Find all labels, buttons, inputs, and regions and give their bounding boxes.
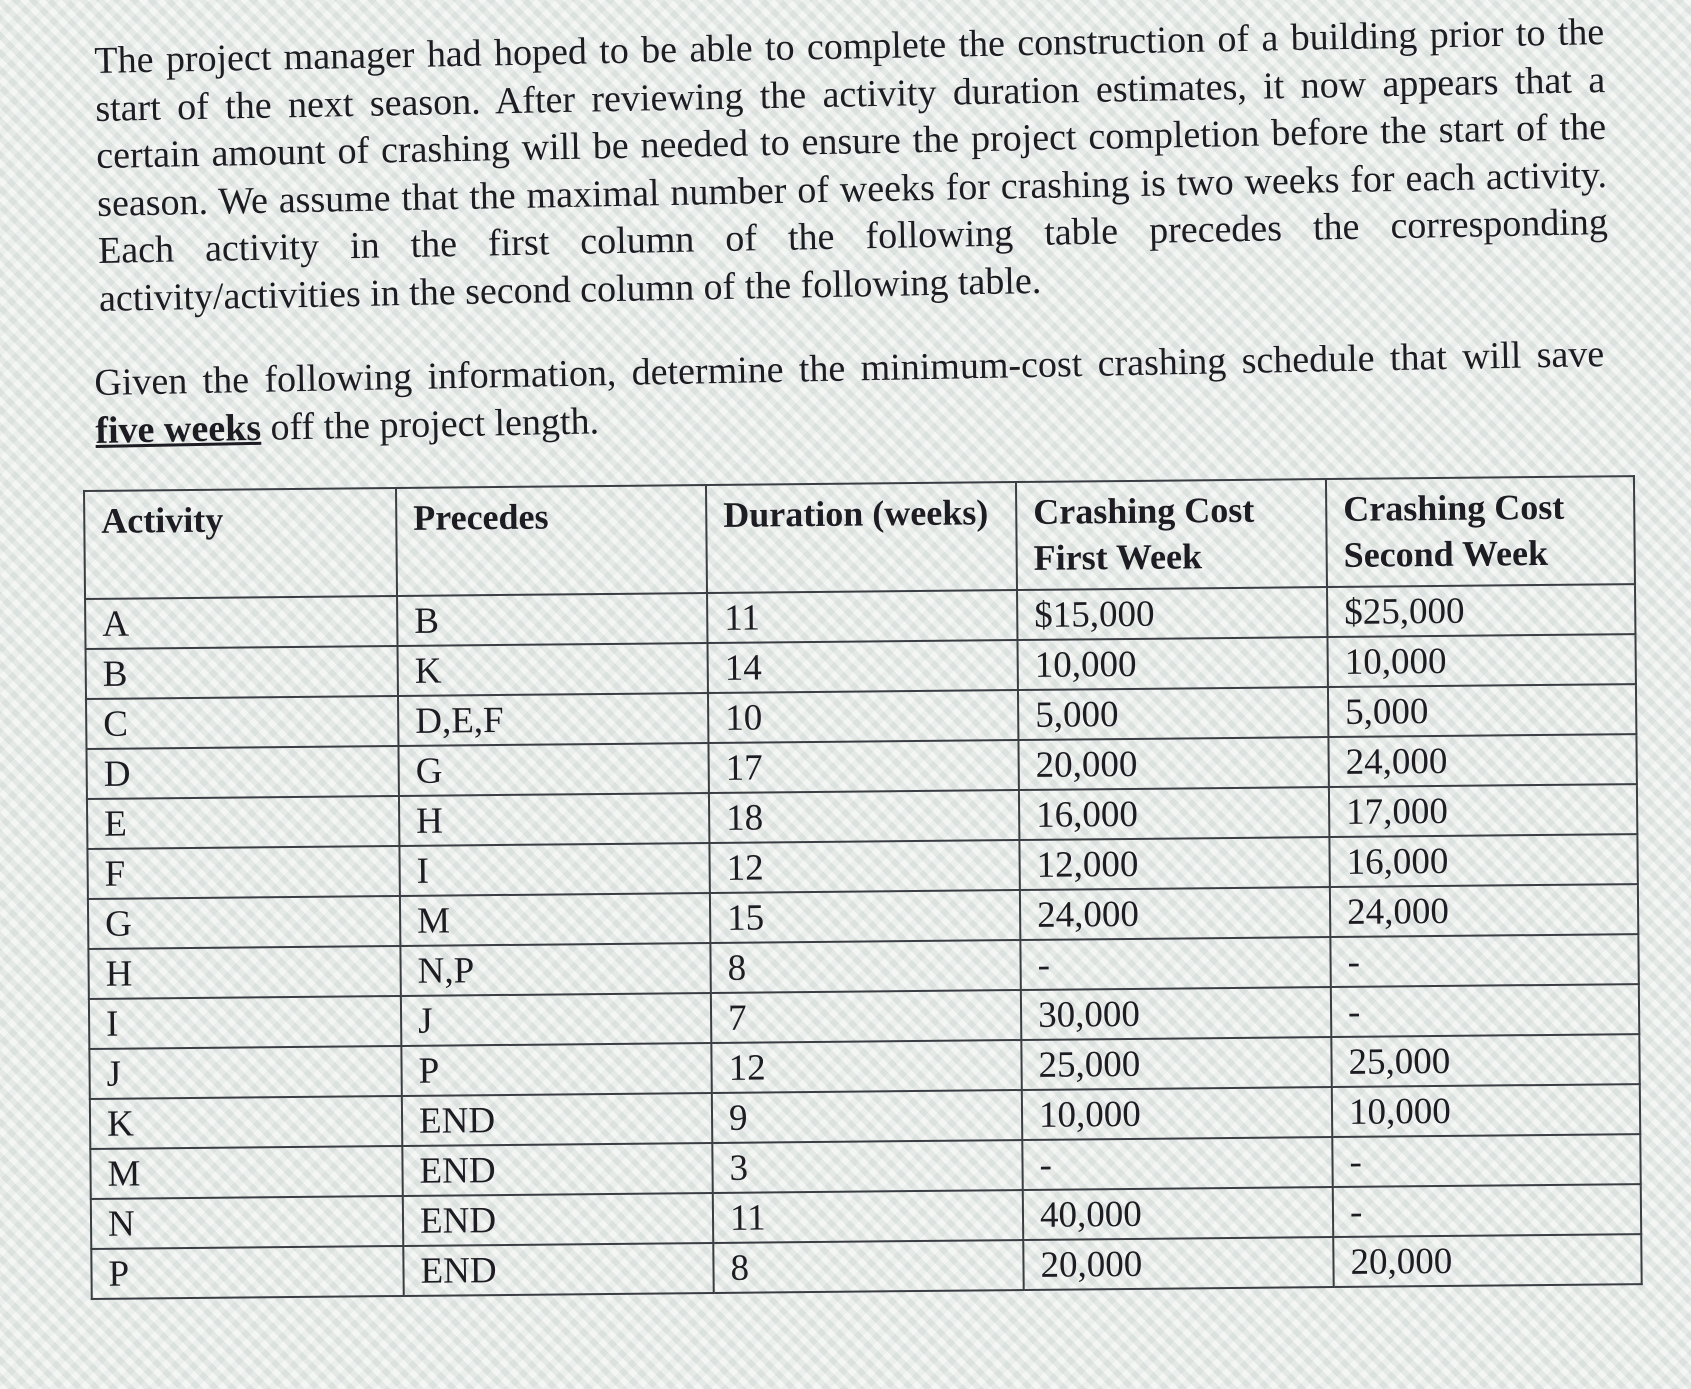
cell-activity: C: [86, 696, 398, 749]
cell-precedes: B: [397, 593, 707, 646]
cell-crash-first-week: $15,000: [1017, 587, 1327, 640]
cell-precedes: J: [401, 993, 711, 1046]
cell-activity: N: [91, 1196, 403, 1249]
cell-precedes: M: [400, 893, 710, 946]
cell-activity: J: [89, 1046, 401, 1099]
cell-precedes: N,P: [400, 943, 710, 996]
table-header-row: [84, 476, 1635, 599]
cell-crash-first-week: -: [1022, 1137, 1332, 1190]
problem-paragraph-1: The project manager had hoped to be able to complete the construction of a building prior to the start of the next season. After reviewing the activity duration estimates, it now appears that a certain amount of crashing will be needed to ensure the project completion before the start of the season. We assume that the maximal number of weeks for crashing is two weeks for each activity. Each activity in the first column of the following table precedes the corresponding activity/activities in the second column of the following table.: [94, 11, 1609, 320]
cell-crash-second-week: 10,000: [1327, 634, 1635, 687]
cell-precedes: END: [402, 1093, 712, 1146]
cell-crash-second-week: 10,000: [1332, 1084, 1640, 1137]
cell-crash-second-week: 16,000: [1329, 834, 1637, 887]
cell-crash-first-week: 24,000: [1020, 887, 1330, 940]
header-crash-second-week: Crashing Cost Second Week: [1326, 476, 1635, 587]
cell-crash-first-week: 10,000: [1017, 637, 1327, 690]
cell-precedes: END: [403, 1193, 713, 1246]
cell-duration: 9: [712, 1090, 1022, 1143]
header-activity: Activity: [84, 488, 397, 599]
cell-crash-second-week: 17,000: [1329, 784, 1637, 837]
cell-duration: 8: [710, 940, 1020, 993]
cell-precedes: H: [399, 793, 709, 846]
cell-duration: 3: [712, 1140, 1022, 1193]
cell-crash-second-week: 24,000: [1328, 734, 1636, 787]
cell-crash-second-week: 24,000: [1330, 884, 1638, 937]
cell-crash-second-week: $25,000: [1327, 584, 1635, 637]
cell-activity: F: [87, 846, 399, 899]
cell-activity: I: [89, 996, 401, 1049]
cell-duration: 10: [708, 690, 1018, 743]
cell-activity: B: [86, 646, 398, 699]
cell-activity: E: [87, 796, 399, 849]
cell-crash-second-week: -: [1332, 1134, 1640, 1187]
cell-crash-second-week: -: [1333, 1184, 1641, 1237]
cell-duration: 17: [708, 740, 1018, 793]
cell-precedes: K: [398, 643, 708, 696]
cell-crash-second-week: -: [1331, 984, 1639, 1037]
cell-crash-first-week: 30,000: [1021, 987, 1331, 1040]
header-crash-first-week: Crashing Cost First Week: [1016, 479, 1327, 590]
five-weeks-emphasis: five weeks: [94, 406, 262, 452]
header-duration: Duration (weeks): [706, 482, 1017, 593]
cell-crash-first-week: 40,000: [1023, 1187, 1333, 1240]
cell-crash-first-week: 25,000: [1021, 1037, 1331, 1090]
cell-duration: 15: [710, 890, 1020, 943]
cell-crash-first-week: 10,000: [1022, 1087, 1332, 1140]
header-precedes: Precedes: [396, 485, 707, 596]
cell-duration: 11: [707, 590, 1017, 643]
cell-crash-first-week: 20,000: [1018, 737, 1328, 790]
activity-table: [83, 475, 1643, 1300]
cell-precedes: I: [399, 843, 709, 896]
cell-precedes: END: [402, 1143, 712, 1196]
cell-duration: 12: [709, 840, 1019, 893]
cell-crash-second-week: 25,000: [1331, 1034, 1639, 1087]
cell-precedes: END: [403, 1243, 713, 1296]
cell-crash-second-week: 20,000: [1333, 1234, 1641, 1287]
cell-duration: 12: [711, 1040, 1021, 1093]
cell-duration: 18: [709, 790, 1019, 843]
paragraph-2-lead: Given the following information, determine the minimum-cost crashing schedule that will save: [94, 333, 1605, 404]
cell-crash-first-week: 12,000: [1019, 837, 1329, 890]
cell-duration: 7: [711, 990, 1021, 1043]
cell-activity: P: [91, 1246, 403, 1299]
cell-crash-first-week: -: [1020, 937, 1330, 990]
problem-paragraph-2: [94, 331, 1606, 455]
table-body: [85, 584, 1642, 1299]
cell-activity: K: [90, 1096, 402, 1149]
cell-activity: M: [90, 1146, 402, 1199]
cell-crash-second-week: -: [1330, 934, 1638, 987]
cell-crash-second-week: 5,000: [1328, 684, 1636, 737]
cell-duration: 14: [707, 640, 1017, 693]
cell-crash-first-week: 20,000: [1023, 1237, 1333, 1290]
paragraph-2-tail: off the project length.: [260, 399, 600, 449]
activity-table-wrapper: [83, 475, 1643, 1300]
cell-precedes: P: [401, 1043, 711, 1096]
cell-duration: 11: [713, 1190, 1023, 1243]
cell-activity: G: [88, 896, 400, 949]
cell-duration: 8: [713, 1240, 1023, 1293]
cell-precedes: D,E,F: [398, 693, 708, 746]
cell-crash-first-week: 5,000: [1018, 687, 1328, 740]
cell-activity: A: [85, 596, 397, 649]
cell-activity: H: [88, 946, 400, 999]
cell-activity: D: [86, 746, 398, 799]
cell-crash-first-week: 16,000: [1019, 787, 1329, 840]
cell-precedes: G: [398, 743, 708, 796]
